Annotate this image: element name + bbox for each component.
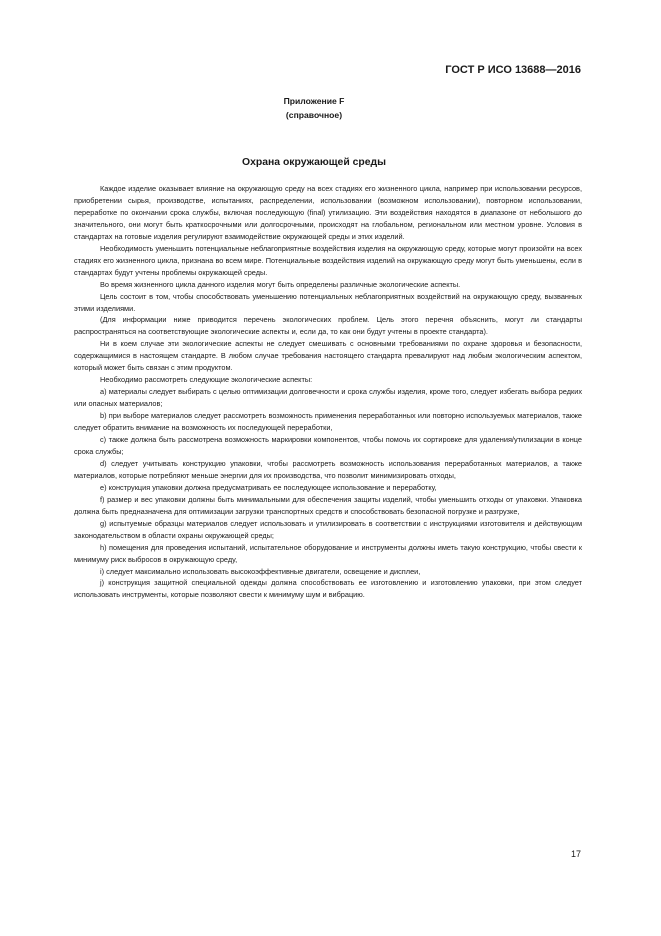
page-number: 17 [570, 849, 581, 859]
paragraph: Каждое изделие оказывает влияние на окружающую среду на всех стадиях его жизненного цикла, например при использовании ресурсов, приобретении сырья, производстве, испытаниях, распределении, использовании (возможном использовании), повторном использовании, переработке по окончании срока службы, включая последующую (final) утилизацию. Эти воздействия находятся в диапазоне от небольшого до значительного, они могут быть краткосрочными или долгосрочными, происходят на глобальном, региональном или местном уровне. Условия в стандартах на готовые изделия регулируют взаимодействие окружающей среды и этих изделий. [74, 184, 582, 241]
paragraph: Необходимо рассмотреть следующие экологические аспекты: [100, 375, 313, 385]
annex-note: (справочное) [285, 110, 343, 120]
list-item-c: c) также должна быть рассмотрена возможность маркировки компонентов, чтобы помочь их сортировке для удаления/утилизации в конце срока службы; [74, 435, 582, 456]
paragraph: Цель состоит в том, чтобы способствовать уменьшению потенциальных неблагоприятных воздействий на окружающую среду, вызванных этими изделиями. [74, 291, 582, 313]
list-item-h: h) помещения для проведения испытаний, испытательное оборудование и инструменты должны иметь такую конструкцию, чтобы свести к минимуму риск выбросов в окружающую среду, [74, 542, 582, 564]
annex-title: Приложение F [283, 96, 345, 106]
standard-number: ГОСТ Р ИСО 13688—2016 [445, 64, 581, 76]
list-item-b: b) при выборе материалов следует рассмотреть возможность применения переработанных или повторно используемых материалов, также следует обратить внимание на возможность их последующей переработки, [74, 411, 582, 433]
paragraph: Необходимость уменьшить потенциальные неблагоприятные воздействия изделия на окружающую среду, которые могут произойти на всех стадиях его жизненного цикла, признана во всем мире. Потенциальные воздействия изделий на окружающую среду могут быть уменьшены, если в стандартах будут учтены проблемы окружающей среды. [74, 243, 582, 277]
paragraph: Во время жизненного цикла данного изделия могут быть определены различные экологические аспекты. [100, 279, 461, 289]
list-item-g: g) испытуемые образцы материалов следует использовать и утилизировать в соответствии с инструкциями изготовителя и действующим законодательством в области охраны окружающей среды; [74, 518, 582, 540]
list-item-i: i) следует максимально использовать высокоэффективные двигатели, освещение и дисплеи, [100, 566, 421, 576]
list-item-a: a) материалы следует выбирать с целью оптимизации долговечности и срока службы изделия, кроме того, следует избегать выбора редких или опасных материалов; [74, 387, 582, 409]
section-title: Охрана окружающей среды [242, 157, 386, 168]
list-item-f: f) размер и вес упаковки должны быть минимальными для обеспечения защиты изделий, чтобы уменьшить отходы от упаковки. Упаковка должна быть предназначена для оптимизации загрузки транспортных средств и способствовать безопасной погрузке и разгрузке, [74, 494, 582, 516]
paragraph: (Для информации ниже приводится перечень экологических проблем. Цель этого перечня объяснить, могут ли стандарты распространяться на соответствующие экологические аспекты и, если да, то как они будут учтены в проекте стандарта). [74, 315, 582, 337]
body-text [74, 183, 582, 601]
list-item-j: j) конструкция защитной специальной одежды должна способствовать ее изготовлению и изготовлению упаковки, при этом следует использовать инструменты, которые позволяют свести к минимуму шум и вибрацию. [74, 578, 582, 600]
list-item-d: d) следует учитывать конструкцию упаковки, чтобы рассмотреть возможность использования переработанных материалов, а также материалов, которые потребляют меньше энергии для их производства, что позволит минимизировать отходы, [74, 458, 582, 480]
list-item-e: e) конструкция упаковки должна предусматривать ее последующее использование и переработку, [100, 482, 437, 492]
annex-heading [0, 94, 628, 122]
paragraph: Ни в коем случае эти экологические аспекты не следует смешивать с основными требованиями по охране здоровья и безопасности, содержащимися в настоящем стандарте. В любом случае требования настоящего стандарта превалируют над любым экологическим аспектом, который может быть связан с этим продуктом. [74, 339, 582, 373]
